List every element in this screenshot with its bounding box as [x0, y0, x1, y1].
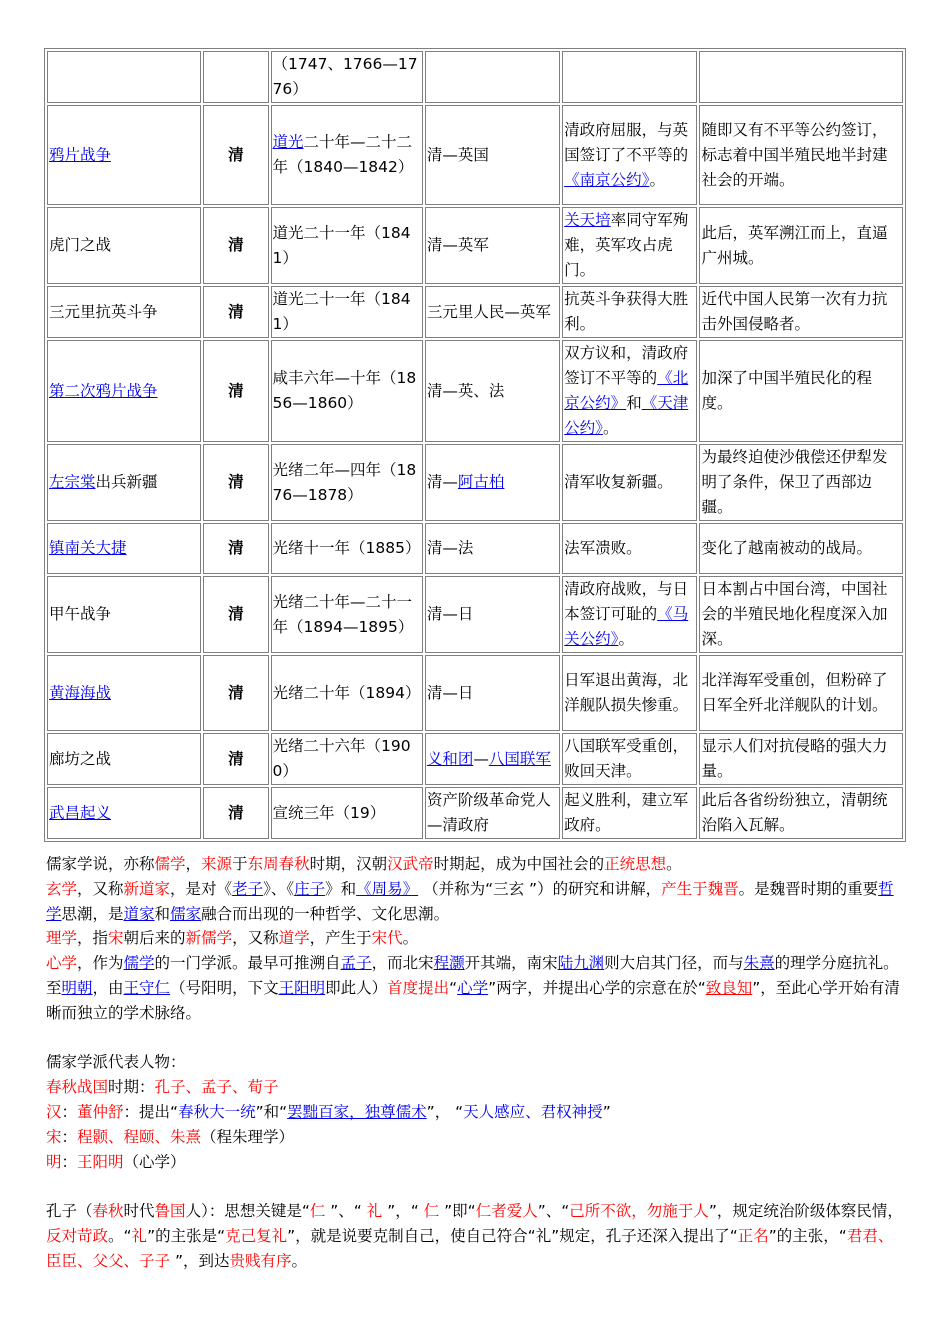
result-cell — [562, 105, 697, 205]
event-cell — [47, 444, 201, 521]
significance-cell: 北洋海军受重创，但粉碎了日军全歼北洋舰队的计划。 — [699, 655, 903, 731]
event-cell — [47, 51, 201, 103]
result-text: 。 — [618, 630, 634, 648]
significance-cell: 随即又有不平等公约签订，标志着中国半殖民地半封建社会的开端。 — [699, 105, 903, 205]
table-row — [47, 207, 903, 284]
parties-text: — — [473, 749, 489, 768]
event-cell — [47, 523, 201, 574]
dynasty-cell: 清 — [203, 340, 268, 442]
text-link[interactable]: 致良知 — [705, 978, 753, 997]
result-cell — [562, 576, 697, 653]
result-cell: 日军退出黄海，北洋舰队损失惨重。 — [562, 655, 697, 731]
dynasty-cell: 清 — [203, 286, 268, 338]
event-text: 出兵新疆 — [95, 473, 158, 491]
treaty-link[interactable]: 《北京公约》 — [564, 369, 689, 412]
dynasty-cell: 清 — [203, 733, 268, 785]
time-cell — [271, 105, 423, 205]
table-row — [47, 286, 903, 338]
significance-cell: 为最终迫使沙俄偿还伊犁发明了条件，保卫了西部边疆。 — [699, 444, 903, 521]
time-cell: 道光二十一年（1841） — [271, 207, 423, 284]
time-cell: 咸丰六年—十年（1856—1860） — [271, 340, 423, 442]
text-link[interactable]: 罢黜百家，独尊儒术 — [287, 1102, 427, 1121]
event-cell — [47, 787, 201, 839]
result-cell — [562, 340, 697, 442]
paragraph-xinxue: 心学，作为儒学的一门学派。最早可推溯自孟子，而北宋程灏开其端，南宋陆九渊则大启其门径，而与朱熹的理学分庭抗礼。至明朝，由王守仁（号阳明，下文王阳明即此人）首度提出“心学”两字，并提出心学的宗意在於“致良知”，至此心学开始有清晰而独立的学术脉络。 — [46, 954, 900, 1022]
text-link[interactable]: 道家 — [123, 904, 155, 923]
rep-song: 宋：程颢、程颐、朱熹（程朱理学） — [46, 1127, 295, 1146]
text-link[interactable]: 王阳明 — [278, 978, 326, 997]
parties-cell: 资产阶级革命党人—清政府 — [425, 787, 560, 839]
parties-cell: 清—英国 — [425, 105, 560, 205]
dynasty-cell: 清 — [203, 787, 268, 839]
parties-cell — [425, 733, 560, 785]
result-text: 双方议和，清政府签订不平等的 — [564, 344, 689, 387]
paragraph-xuanxue: 玄学，又称新道家，是对《老子》、《庄子》和《周易》 （并称为“三玄 ”）的研究和讲解，产生于魏晋。是魏晋时期的重要哲学思潮，是道家和儒家融合而出现的一种哲学、文化思潮。 — [46, 879, 894, 923]
rep-spring-autumn: 春秋战国时期：孔子、孟子、荀子 — [46, 1078, 279, 1097]
confucianism-notes — [46, 852, 908, 1274]
time-cell: （1747、1766—1776） — [271, 51, 423, 103]
time-cell: 光绪十一年（1885） — [271, 523, 423, 574]
text-link[interactable]: 庄子 — [294, 879, 326, 898]
parties-cell: 三元里人民—英军 — [425, 286, 560, 338]
event-cell: 廊坊之战 — [47, 733, 201, 785]
result-cell: 起义胜利，建立军政府。 — [562, 787, 697, 839]
group-link[interactable]: 义和团 — [426, 749, 474, 768]
parties-cell: 清—英、法 — [425, 340, 560, 442]
parties-cell — [425, 444, 560, 521]
result-text: 清政府战败，与日本签订可耻的 — [564, 580, 689, 623]
time-cell: 光绪二十年（1894） — [271, 655, 423, 731]
dynasty-cell: 清 — [203, 655, 268, 731]
result-text: 清政府屈服，与英国签订了不平等的 — [564, 120, 689, 164]
text-link[interactable]: 儒家 — [170, 904, 202, 923]
event-link[interactable]: 第二次鸦片战争 — [49, 381, 158, 400]
table-row — [47, 733, 903, 785]
parties-cell: 清—法 — [425, 523, 560, 574]
treaty-link[interactable]: 《南京公约》 — [564, 170, 650, 189]
treaty-link[interactable]: 《天津公约》 — [564, 394, 689, 437]
dynasty-cell: 清 — [203, 105, 268, 205]
result-text: 。 — [649, 170, 665, 189]
time-cell: 光绪二年—四年（1876—1878） — [271, 444, 423, 521]
history-table-wrapper — [44, 48, 906, 842]
time-cell: 光绪二十年—二十一年（1894—1895） — [271, 576, 423, 653]
text-link[interactable]: 《周易》 — [356, 879, 419, 898]
text-link[interactable]: 哲学 — [46, 879, 894, 923]
text-link[interactable]: 王守仁 — [123, 978, 171, 997]
time-cell: 光绪二十六年（1900） — [271, 733, 423, 785]
result-text: 。 — [602, 419, 619, 437]
result-cell: 抗英斗争获得大胜利。 — [562, 286, 697, 338]
significance-cell: 近代中国人民第一次有力抗击外国侵略者。 — [699, 286, 903, 338]
dynasty-cell: 清 — [203, 207, 268, 284]
time-cell: 道光二十一年（1841） — [271, 286, 423, 338]
table-row — [47, 576, 903, 653]
paragraph-lixue: 理学，指宋朝后来的新儒学，又称道学，产生于宋代。 — [46, 929, 419, 948]
spacer — [46, 1174, 908, 1199]
parties-cell — [425, 51, 560, 103]
rep-ming: 明：王阳明（心学） — [46, 1152, 186, 1171]
parties-text: 清— — [426, 473, 458, 491]
event-cell — [47, 655, 201, 731]
parties-cell: 清—日 — [425, 655, 560, 731]
paragraph-confucianism: 儒家学说，亦称儒学，来源于东周春秋时期，汉朝汉武帝时期起，成为中国社会的正统思想。 — [46, 855, 682, 873]
table-row — [47, 444, 903, 521]
significance-cell: 日本割占中国台湾，中国社会的半殖民地化程度深入加深。 — [699, 576, 903, 653]
table-row — [47, 105, 903, 205]
time-cell: 宣统三年（19） — [271, 787, 423, 839]
significance-cell: 加深了中国半殖民化的程度。 — [699, 340, 903, 442]
result-cell: 法军溃败。 — [562, 523, 697, 574]
text-link[interactable]: 朱熹 — [743, 954, 775, 973]
person-link[interactable]: 关天培 — [564, 211, 611, 229]
text-link[interactable]: 明朝 — [61, 978, 93, 997]
event-link[interactable]: 黄海海战 — [49, 683, 112, 702]
table-row — [47, 655, 903, 731]
result-text: 和 — [626, 394, 642, 412]
result-cell — [562, 207, 697, 284]
text-link[interactable]: 儒学 — [123, 954, 155, 973]
parties-cell: 清—英军 — [425, 207, 560, 284]
time-text: 二十年—二十二年（1840—1842） — [272, 133, 414, 176]
dynasty-cell: 清 — [203, 523, 268, 574]
treaty-link[interactable]: 《马关公约》 — [564, 605, 689, 648]
group-link[interactable]: 八国联军 — [488, 749, 551, 768]
result-text: 率同守军殉难，英军攻占虎门。 — [564, 211, 689, 279]
significance-cell: 此后，英军溯江而上，直逼广州城。 — [699, 207, 903, 284]
significance-cell: 变化了越南被动的战局。 — [699, 523, 903, 574]
significance-cell — [699, 51, 903, 103]
representatives-heading: 儒家学派代表人物： — [46, 1053, 186, 1072]
spacer — [46, 1026, 908, 1051]
table-row — [47, 523, 903, 574]
event-cell: 三元里抗英斗争 — [47, 286, 201, 338]
event-cell — [47, 105, 201, 205]
result-cell — [562, 51, 697, 103]
significance-cell: 此后各省纷纷独立，清朝统治陷入瓦解。 — [699, 787, 903, 839]
event-link[interactable]: 镇南关大捷 — [49, 539, 127, 557]
event-cell: 虎门之战 — [47, 207, 201, 284]
event-link[interactable]: 鸦片战争 — [49, 145, 112, 164]
dynasty-cell: 清 — [203, 444, 268, 521]
paragraph-confucius: 孔子（春秋时代鲁国人）：思想关键是“仁 ”、“ 礼 ”，“ 仁 ”即“仁者爱人”、“己所不欲，勿施于人”，规定统治阶级体察民情，反对苛政。“礼”的主张是“克己复礼”，就是说要克制自己，使自己符合“礼”规定，孔子还深入提出了“正名”的主张，“君君、臣臣、父父、子子 ”，到达贵贱有序。 — [46, 1202, 903, 1270]
event-cell: 甲午战争 — [47, 576, 201, 653]
event-cell — [47, 340, 201, 442]
history-events-table — [44, 48, 906, 842]
text-link[interactable]: 陆九渊 — [557, 954, 605, 973]
result-cell: 清军收复新疆。 — [562, 444, 697, 521]
text-link[interactable]: 老子 — [232, 879, 264, 898]
significance-cell: 显示人们对抗侵略的强大力量。 — [699, 733, 903, 785]
event-link[interactable]: 武昌起义 — [49, 803, 112, 822]
text-link[interactable]: 孟子 — [340, 954, 372, 973]
person-link[interactable]: 左宗棠 — [49, 473, 96, 491]
text-link[interactable]: 程灏 — [433, 954, 465, 973]
dynasty-cell: 清 — [203, 576, 268, 653]
dynasty-cell — [203, 51, 268, 103]
table-row — [47, 340, 903, 442]
parties-cell: 清—日 — [425, 576, 560, 653]
table-row — [47, 787, 903, 839]
reign-link[interactable]: 道光 — [272, 133, 304, 151]
result-cell: 八国联军受重创，败回天津。 — [562, 733, 697, 785]
person-link[interactable]: 阿古柏 — [457, 473, 505, 491]
text-link[interactable]: 心学 — [457, 978, 489, 997]
table-row — [47, 51, 903, 103]
rep-han: 汉：董仲舒：提出“春秋大一统”和“罢黜百家，独尊儒术”， “天人感应、君权神授” — [46, 1102, 611, 1121]
